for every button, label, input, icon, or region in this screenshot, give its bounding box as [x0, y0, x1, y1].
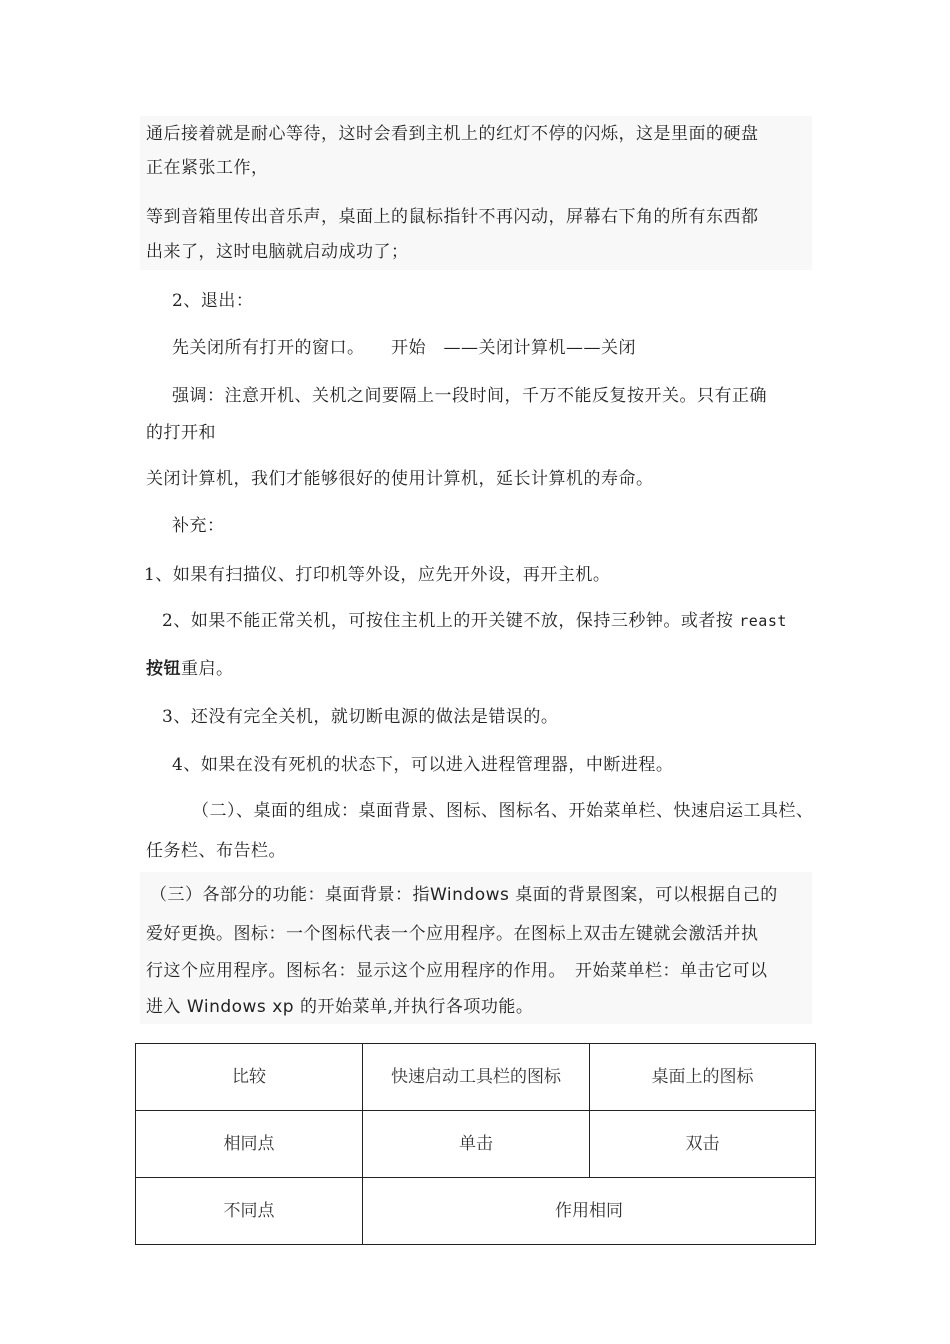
paragraph-line: 爱好更换。图标：一个图标代表一个应用程序。在图标上双击左键就会激活并执 — [146, 924, 759, 944]
comparison-table — [135, 1043, 816, 1245]
windows-word: Windows — [430, 885, 510, 905]
list-item — [162, 610, 787, 632]
paragraph-line: 出来了，这时电脑就启动成功了； — [146, 242, 409, 262]
table-row — [136, 1044, 816, 1111]
table-header-cell: 桌面上的图标 — [590, 1044, 816, 1111]
windows-xp-word: Windows xp — [186, 997, 295, 1017]
paragraph-line: 强调：注意开机、关机之间要隔上一段时间，千万不能反复按开关。只有正确 — [172, 386, 767, 406]
list-item: 3、还没有完全关机，就切断电源的做法是错误的。 — [162, 707, 559, 727]
text-run: 的开始菜单,并执行各项功能。 — [299, 997, 534, 1017]
paragraph-line: 关闭计算机，我们才能够很好的使用计算机，延长计算机的寿命。 — [146, 469, 654, 489]
text-run: （三）各部分的功能：桌面背景：指 — [150, 885, 430, 905]
list-item: 1、如果有扫描仪、打印机等外设，应先开外设，再开主机。 — [144, 565, 611, 585]
paragraph-line: 正在紧张工作， — [146, 158, 269, 178]
table-cell: 不同点 — [136, 1178, 363, 1245]
paragraph-line — [146, 996, 533, 1018]
table-row — [136, 1111, 816, 1178]
text-run: 进入 — [146, 997, 181, 1017]
table-cell: 相同点 — [136, 1111, 363, 1178]
paragraph-line — [150, 884, 778, 906]
table-header-cell: 快速启动工具栏的图标 — [363, 1044, 590, 1111]
paragraph-line: 通后接着就是耐心等待，这时会看到主机上的红灯不停的闪烁，这是里面的硬盘 — [146, 124, 759, 144]
paragraph-line: 的打开和 — [146, 423, 216, 443]
table-row — [136, 1178, 816, 1245]
paragraph-line: 先关闭所有打开的窗口。 开始 ——关闭计算机——关闭 — [172, 338, 636, 358]
table-cell: 单击 — [363, 1111, 590, 1178]
section-heading-supplement: 补充： — [172, 516, 225, 536]
table-header-cell: 比较 — [136, 1044, 363, 1111]
list-item-text: 2、如果不能正常关机，可按住主机上的开关键不放，保持三秒钟。或者按 — [162, 611, 734, 631]
paragraph-line: 任务栏、布告栏。 — [146, 841, 286, 861]
section-heading-exit: 2、退出： — [172, 291, 254, 311]
text-run: 桌面的背景图案，可以根据自己的 — [515, 885, 778, 905]
button-word: 按钮 — [146, 659, 181, 679]
paragraph-line: 等到音箱里传出音乐声，桌面上的鼠标指针不再闪动，屏幕右下角的所有东西都 — [146, 207, 759, 227]
reset-key-label: reast — [739, 612, 787, 630]
table-cell: 作用相同 — [363, 1178, 816, 1245]
paragraph-line: 行这个应用程序。图标名：显示这个应用程序的作用。 开始菜单栏：单击它可以 — [146, 961, 768, 981]
list-item-continuation — [146, 658, 234, 680]
list-item-text: 重启。 — [181, 659, 234, 679]
list-item: 4、如果在没有死机的状态下，可以进入进程管理器，中断进程。 — [172, 755, 674, 775]
paragraph-line: （二）、桌面的组成：桌面背景、图标、图标名、开始菜单栏、快速启运工具栏、 — [192, 801, 814, 821]
table-cell: 双击 — [590, 1111, 816, 1178]
